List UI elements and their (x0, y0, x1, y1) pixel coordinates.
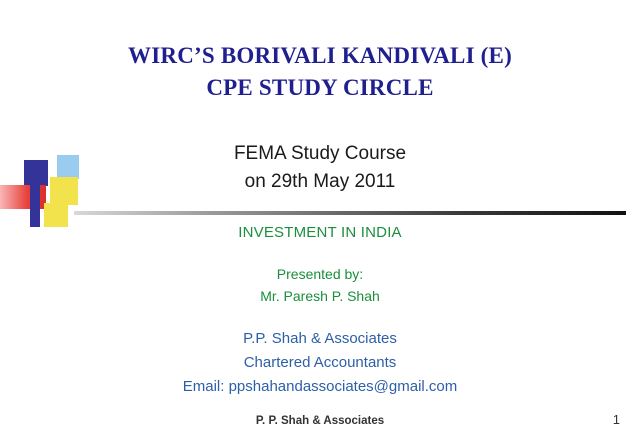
course-heading (0, 140, 640, 196)
slide-body (0, 224, 640, 399)
title-line-2: CPE STUDY CIRCLE (206, 75, 434, 100)
firm-block (0, 327, 640, 399)
slide-footer: P. P. Shah & Associates (255, 415, 385, 427)
course-line-1: FEMA Study Course (233, 143, 407, 164)
presenter-block (0, 263, 640, 307)
contact-email: Email: ppshahandassociates@gmail.com (182, 378, 458, 395)
slide-title (0, 40, 640, 104)
horizontal-divider (74, 211, 626, 215)
topic-text: INVESTMENT IN INDIA (238, 224, 402, 241)
firm-name: P.P. Shah & Associates (243, 330, 397, 347)
title-line-1: WIRC’S BORIVALI KANDIVALI (E) (128, 43, 512, 68)
firm-designation: Chartered Accountants (243, 354, 397, 371)
course-line-2: on 29th May 2011 (244, 171, 396, 192)
page-number: 1 (612, 412, 620, 427)
presenter-name: Mr. Paresh P. Shah (260, 288, 380, 304)
presented-by-label: Presented by: (276, 266, 364, 282)
